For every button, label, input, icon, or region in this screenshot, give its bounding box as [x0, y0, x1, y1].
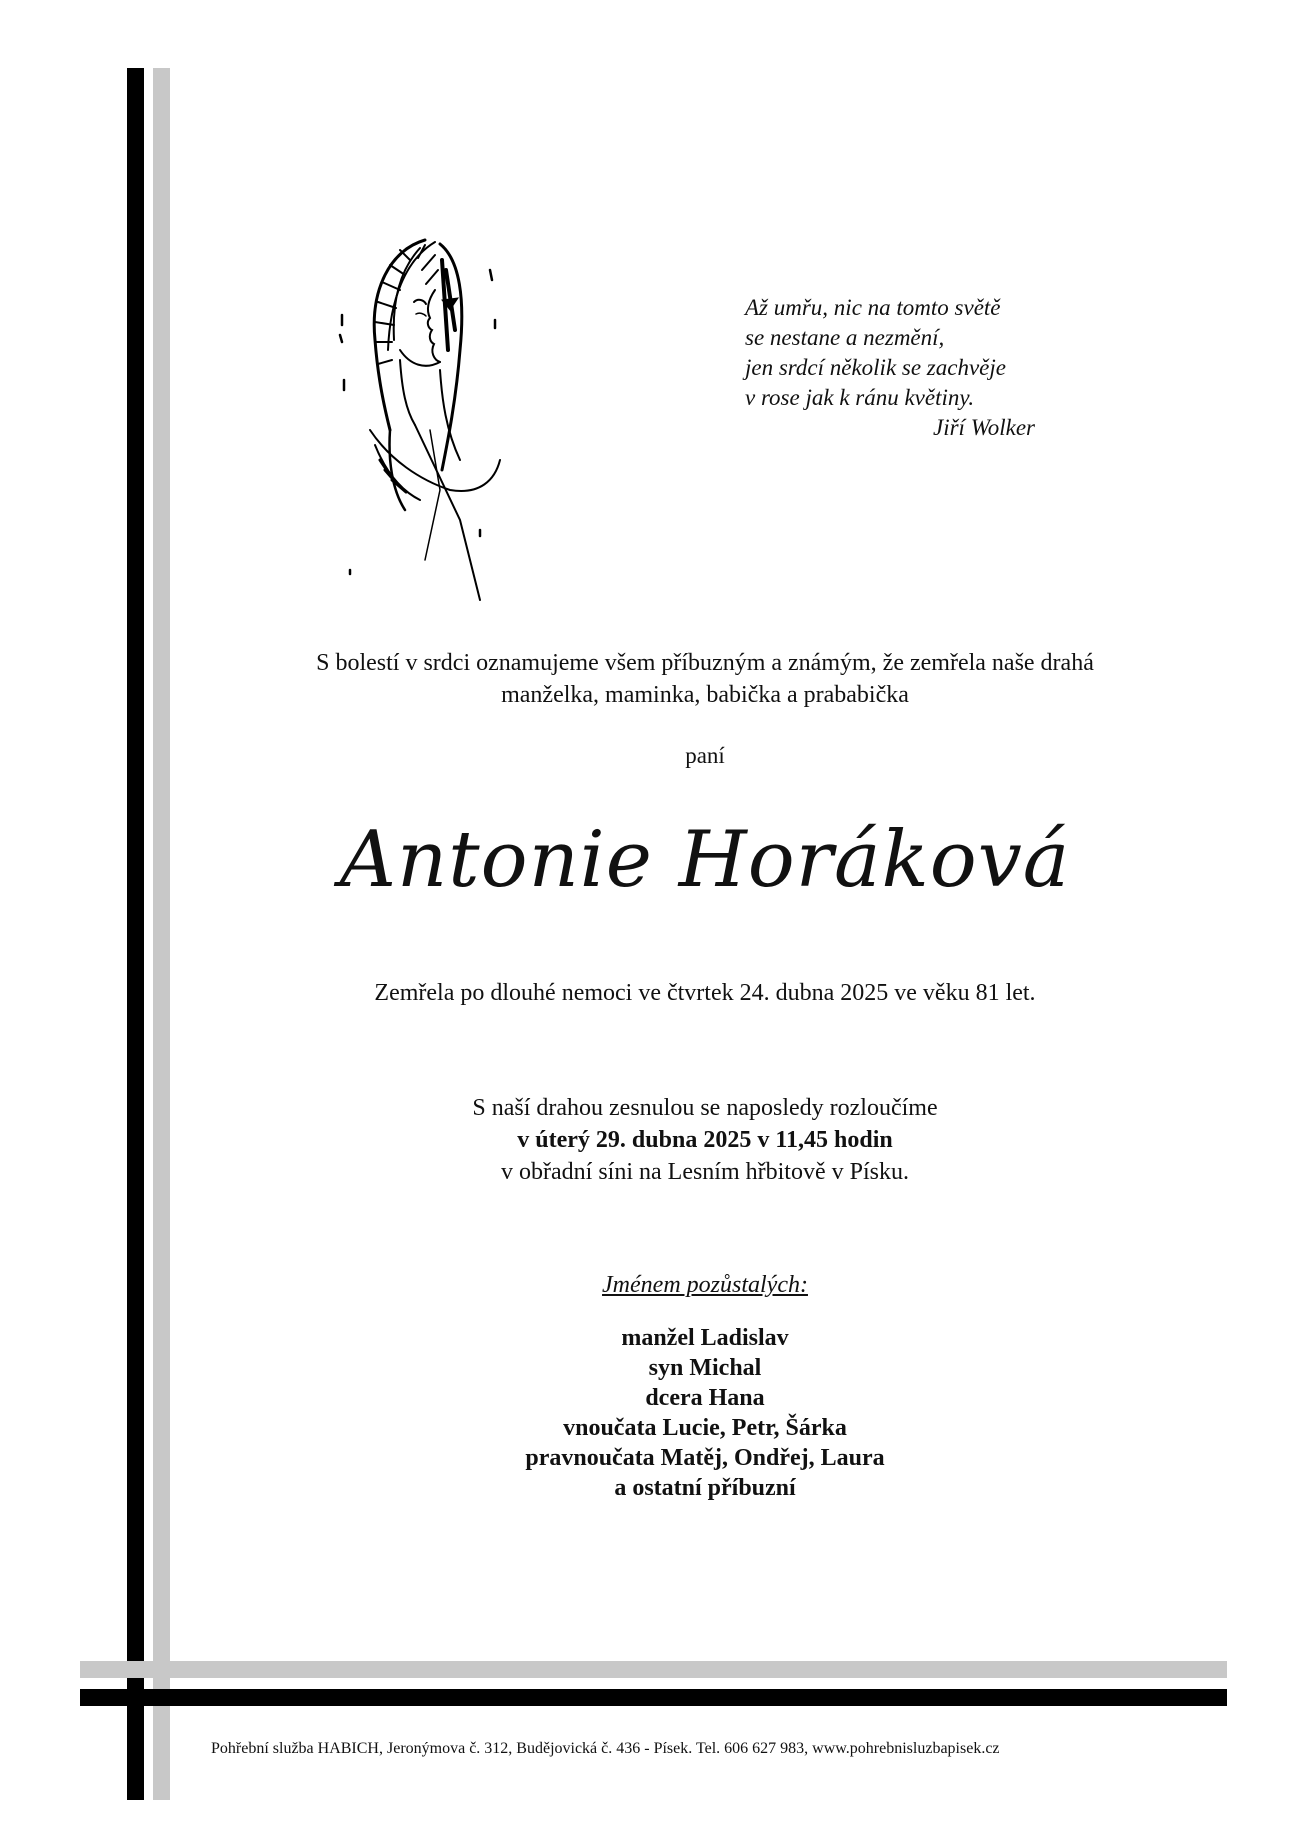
poem-author: Jiří Wolker: [933, 415, 1035, 440]
announcement-line: S bolestí v srdci oznamujeme všem příbuzným a známým, že zemřela naše drahá: [316, 650, 1094, 676]
poem-line: Až umřu, nic na tomto světě: [745, 295, 1001, 320]
poem-line: jen srdcí několik se zachvěje: [745, 355, 1006, 380]
poem-line: v rose jak k ránu květiny.: [745, 385, 975, 410]
survivor-item: manžel Ladislav: [621, 1325, 789, 1351]
border-bar-vertical-gray: [153, 68, 170, 1800]
border-bar-horizontal-black: [80, 1689, 1227, 1706]
survivor-item: a ostatní příbuzní: [614, 1475, 796, 1501]
survivor-item: dcera Hana: [645, 1385, 765, 1411]
farewell-date: v úterý 29. dubna 2025 v 11,45 hodin: [517, 1127, 893, 1153]
farewell-line: S naší drahou zesnulou se naposledy rozloučíme: [472, 1095, 938, 1121]
honorific: paní: [685, 743, 725, 768]
poem: [745, 293, 1075, 443]
survivors-title: Jménem pozůstalých:: [602, 1272, 808, 1298]
announcement: [170, 647, 1240, 711]
funeral-service-footer: Pohřební služba HABICH, Jeronýmova č. 312, Budějovická č. 436 - Písek. Tel. 606 627 983, www.pohrebnisluzbapisek.cz: [211, 1740, 1000, 1757]
poem-line: se nestane a nezmění,: [745, 325, 945, 350]
announcement-line: manželka, maminka, babička a prababička: [501, 682, 909, 708]
survivor-item: syn Michal: [648, 1355, 762, 1381]
survivors-list: [170, 1323, 1240, 1503]
border-bar-vertical-black: [127, 68, 144, 1800]
portrait-sketch: [330, 230, 520, 610]
survivor-item: vnoučata Lucie, Petr, Šárka: [563, 1415, 847, 1441]
farewell-info: [170, 1092, 1240, 1188]
survivor-item: pravnoučata Matěj, Ondřej, Laura: [525, 1445, 885, 1471]
deceased-name: Antonie Horáková: [339, 815, 1071, 905]
death-info: Zemřela po dlouhé nemoci ve čtvrtek 24. dubna 2025 ve věku 81 let.: [374, 980, 1036, 1006]
border-bar-horizontal-gray: [80, 1661, 1227, 1678]
farewell-place: v obřadní síni na Lesním hřbitově v Písku.: [501, 1159, 909, 1185]
